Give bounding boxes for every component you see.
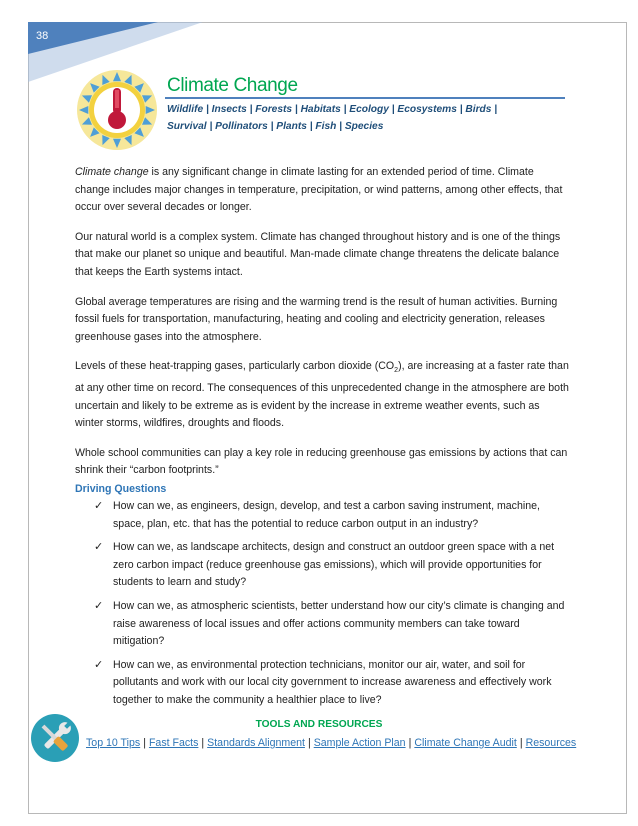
link-sample-action-plan[interactable]: Sample Action Plan [313, 737, 406, 749]
list-item [94, 539, 570, 592]
link-standards-alignment[interactable]: Standards Alignment [207, 737, 305, 749]
check-icon: ✓ [94, 658, 104, 671]
paragraph-school-communities: Whole school communities can play a key role in reducing greenhouse gas emissions by actions that can shrink their “carbon footprints.” [75, 446, 568, 477]
driving-questions-heading: Driving Questions [75, 483, 167, 495]
list-item [94, 657, 570, 710]
paragraph-global-temperatures: Global average temperatures are rising and the warming trend is the result of human activities. Burning fossil fuels for transportation, manufacturing, heating and cooling and electricity generation, releases greenhouse gases into the atmosphere. [75, 295, 558, 343]
title-rule [165, 97, 565, 99]
link-separator: | [307, 737, 311, 749]
list-item [94, 598, 570, 651]
question-text: How can we, as atmospheric scientists, better understand how our city’s climate is changing and raise awareness of local issues and offer actions community members can take toward mitigation? [113, 599, 565, 648]
link-separator: | [201, 737, 205, 749]
paragraph-heat-trapping-gases [75, 358, 570, 432]
list-item [94, 498, 570, 533]
thermometer-sun-icon [75, 68, 159, 152]
body-text [75, 164, 570, 492]
tags-line-1: Wildlife | Insects | Forests | Habitats | Ecology | Ecosystems | Birds | [167, 104, 498, 115]
co2-subscript: 2 [394, 367, 399, 375]
link-separator: | [143, 737, 146, 749]
paragraph-natural-world: Our natural world is a complex system. Climate has changed throughout history and is one of the things that make our planet so unique and beautiful. Man-made climate change threatens the delicate balance that keeps the Earth systems intact. [75, 230, 561, 278]
paragraph-definition-text: is any significant change in climate lasting for an extended period of time. Climate change includes major changes in temperature, precipitation, or wind patterns, among other effects, that occur over several decades or longer. [75, 166, 563, 214]
driving-questions-list [94, 498, 570, 716]
check-icon: ✓ [94, 500, 104, 512]
paragraph-gases-text-a: Levels of these heat-trapping gases, particularly carbon dioxide (CO [75, 360, 395, 373]
topic-tags [167, 101, 547, 135]
link-top-10-tips[interactable]: Top 10 Tips [86, 737, 141, 749]
link-resources[interactable]: Resources [525, 737, 577, 749]
question-text: How can we, as environmental protection technicians, monitor our air, water, and soil for pollutants and work with our local city government to increase awareness and effectively work together to make the community a healthier place to live? [113, 658, 552, 706]
question-text: How can we, as engineers, design, develop, and test a carbon saving instrument, machine, space, plan, etc. that has the potential to reduce carbon output in an industry? [113, 500, 540, 530]
page-number: 38 [36, 30, 49, 42]
check-icon: ✓ [94, 599, 104, 612]
link-fast-facts[interactable]: Fast Facts [148, 737, 199, 749]
tools-heading: TOOLS AND RESOURCES [255, 719, 383, 730]
page-title: Climate Change [167, 75, 298, 96]
tools-links [86, 737, 576, 749]
link-separator: | [408, 737, 412, 749]
paragraph-definition [75, 164, 570, 217]
paragraph-gases-text-b: ), are increasing at a faster rate than at any other time on record. The consequences of this unprecedented change in the atmosphere are both uncertain and likely to be extreme as is evident by the increase in extreme weather events, such as winter storms, wildfires, droughts and floods. [75, 360, 569, 430]
check-icon: ✓ [94, 541, 104, 554]
link-climate-change-audit[interactable]: Climate Change Audit [414, 737, 517, 749]
term-climate-change: Climate change [75, 166, 149, 178]
link-separator: | [519, 737, 523, 749]
tags-line-2: Survival | Pollinators | Plants | Fish | Species [167, 121, 384, 132]
question-text: How can we, as landscape architects, design and construct an outdoor green space with a net zero carbon impact (reduce greenhouse gas emissions), which will provide opportunities for students to learn and study? [113, 541, 555, 589]
